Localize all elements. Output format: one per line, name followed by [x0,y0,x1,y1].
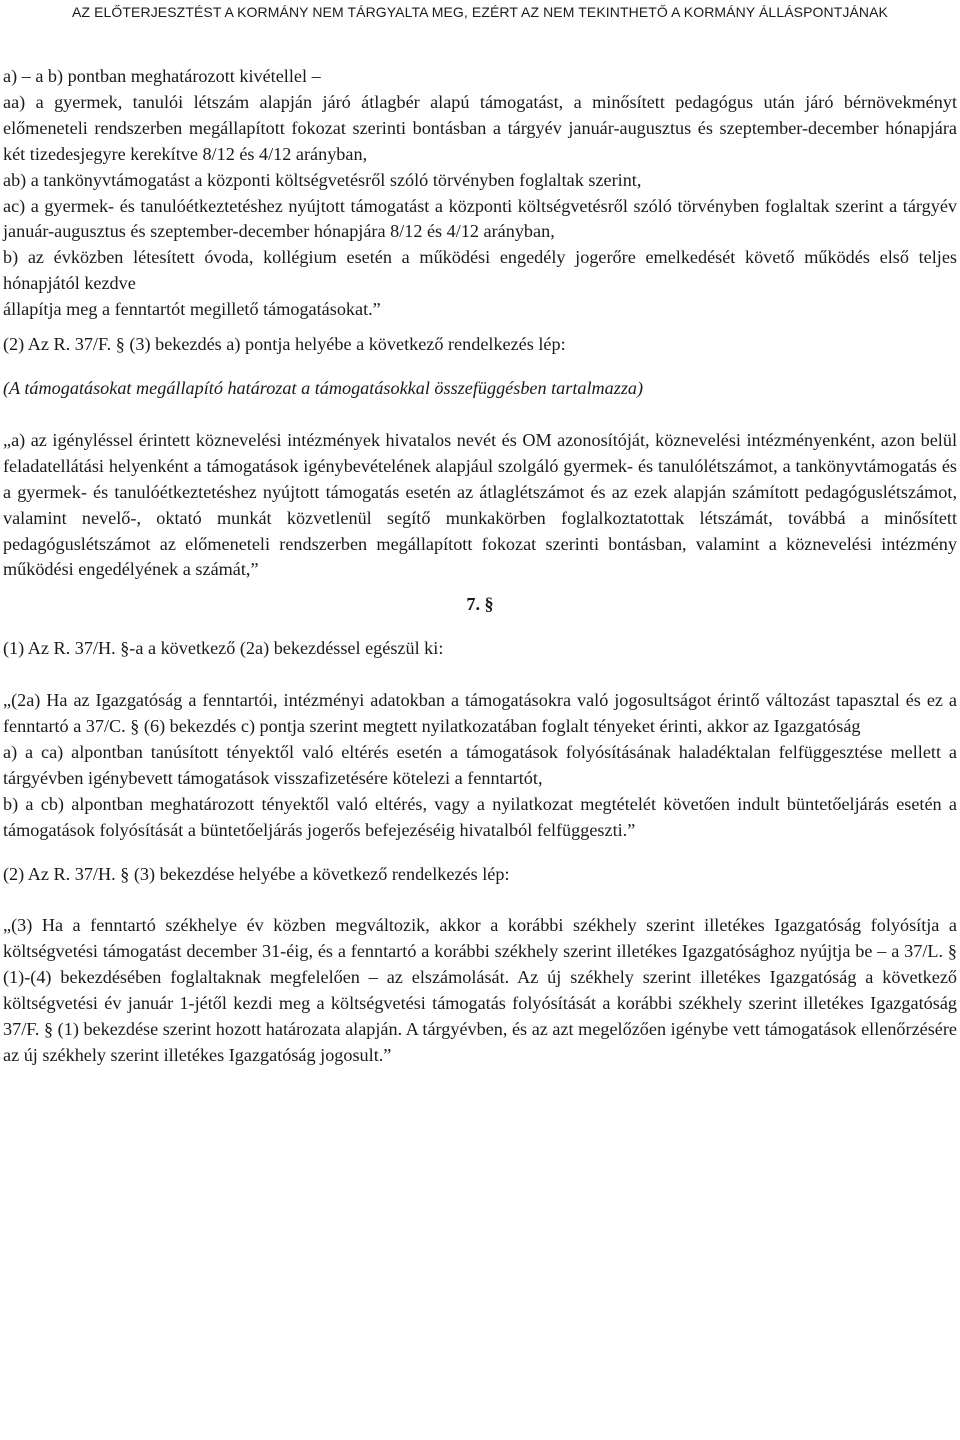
paragraph: „(2a) Ha az Igazgatóság a fenntartói, intézményi adatokban a támogatásokra való jogosultságot érintő változást tapasztal és ez a fenntartó a 37/C. § (6) bekezdés c) pontja szerint megtett nyilatkozatában foglalt tényeket érinti, akkor az Igazgatóság [3,690,957,737]
paragraph: aa) a gyermek, tanulói létszám alapján járó átlagbér alapú támogatást, a minősített pedagógus után járó bérnövekményt előmeneteli rendszerben megállapított fokozat szerinti bontásban a tárgyév január-augusztus és szeptember-december hónapjára két tizedesjegyre kerekítve 8/12 és 4/12 arányban, [3,91,957,164]
paragraph: ac) a gyermek- és tanulóétkeztetéshez nyújtott támogatást a központi költségvetésről szóló törvényben foglaltak szerint a tárgyév január-augusztus és szeptember-december hónapjára 8/12 és 4/12 arányban, [3,195,957,242]
paragraph: (1) Az R. 37/H. §-a a következő (2a) bekezdéssel egészül ki: [3,638,444,659]
paragraph: a) – a b) pontban meghatározott kivétellel – [3,66,321,86]
paragraph: a) a ca) alpontban tanúsított tényektől való eltérés esetén a támogatások folyósításának haladéktalan felfüggesztése mellett a tárgyévben igénybevett támogatások visszafizetésére kötelezi a fenntartót, [3,741,957,788]
paragraph: ab) a tankönyvtámogatást a központi költségvetésről szóló törvényben foglaltak szerint, [3,169,642,190]
paragraph: állapítja meg a fenntartót megillető támogatásokat.” [3,299,381,320]
paragraph: „(3) Ha a fenntartó székhelye év közben megváltozik, akkor a korábbi székhely szerint illetékes Igazgatóság folyósítja a költségvetési támogatást december 31-éig, és a fenntartó a korábbi székhely szerint illetékes Igazgatósághoz nyújtja be – a 37/L. § (1)-(4) bekezdésében foglaltaknak megfelelően – az elszámolását. Az új székhely szerint illetékes Igazgatóság a következő költségvetési év január 1-jétől kezdi meg a költségvetési támogatás folyósítását a korábbi székhely szerint illetékes Igazgatóság 37/F. § (1) bekezdése szerint hozott határozata alapján. A tárgyévben, és az azt megelőzően igénybe vett támogatások ellenőrzésére az új székhely szerint illetékes Igazgatóság jogosult.” [3,915,957,1065]
paragraph: (2) Az R. 37/H. § (3) bekezdése helyébe a következő rendelkezés lép: [3,863,510,884]
page-header: AZ ELŐTERJESZTÉST A KORMÁNY NEM TÁRGYALTA MEG, EZÉRT AZ NEM TEKINTHETŐ A KORMÁNY ÁLLÁSPONTJÁNAK [72,4,888,20]
section-heading: 7. § [466,594,494,615]
paragraph: b) az évközben létesített óvoda, kollégium esetén a működési engedély jogerőre emelkedését követő működés első teljes hónapjától kezdve [3,247,957,294]
paragraph: b) a cb) alpontban meghatározott tényektől való eltérés, vagy a nyilatkozat megtételét követően indult büntetőeljárás esetén a támogatások folyósítását a büntetőeljárás jogerős befejezéséig hivatalból felfüggeszti.” [3,793,957,840]
document-body [3,64,957,1069]
paragraph: (2) Az R. 37/F. § (3) bekezdés a) pontja helyébe a következő rendelkezés lép: [3,334,566,355]
paragraph-italic: (A támogatásokat megállapító határozat a támogatásokkal összefüggésben tartalmazza) [3,377,644,398]
paragraph: „a) az igényléssel érintett köznevelési intézmények hivatalos nevét és OM azonosítóját, köznevelési intézményenként, azon belül feladatellátási helyenként a támogatások igénybevételének alapjául szolgáló gyermek- és tanulólétszámot, a tankönyvtámogatás és a gyermek- és tanulóétkeztetéshez nyújtott támogatás esetén az átlaglétszámot és az ezek alapján számított pedagóguslétszámot, valamint nevelő-, oktató munkát közvetlenül segítő munkakörben foglalkoztatottak létszámát, továbbá a minősített pedagóguslétszámot az előmeneteli rendszerben megállapított fokozat szerinti bontásban, valamint a köznevelési intézmény működési engedélyének a számát,” [3,429,957,580]
